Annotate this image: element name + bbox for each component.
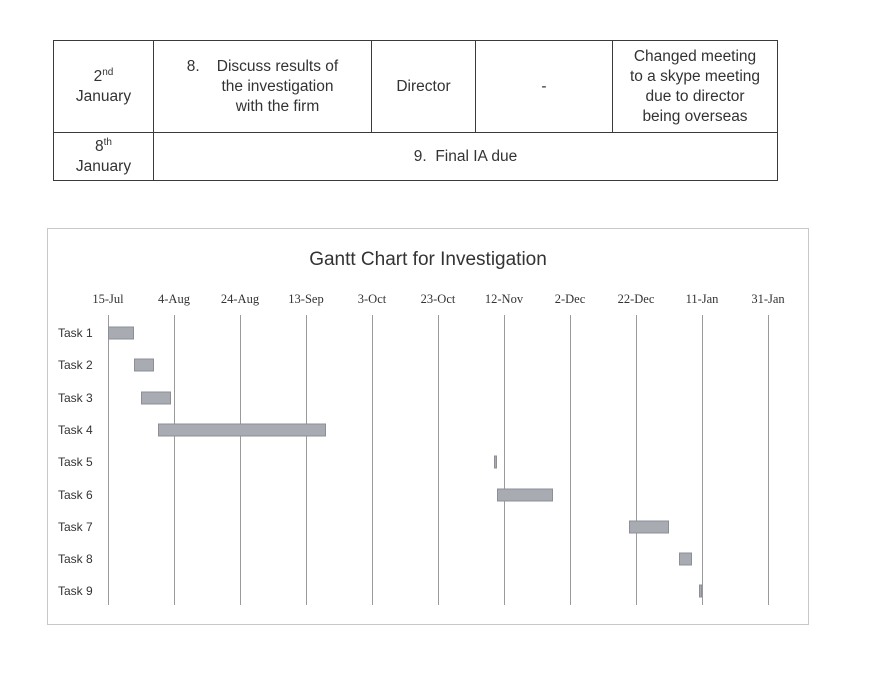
date-cell <box>54 41 154 133</box>
task-label: Task 7 <box>58 519 93 534</box>
empty-cell: - <box>476 41 613 133</box>
task-label: Task 5 <box>58 455 93 470</box>
task-label: Task 1 <box>58 326 93 340</box>
note-line: being overseas <box>642 107 748 125</box>
task-bar <box>494 456 497 469</box>
task-bar <box>134 359 154 372</box>
grid-line <box>570 315 571 605</box>
x-tick-label: 2-Dec <box>554 292 586 306</box>
responsible-cell: Director <box>372 41 476 133</box>
x-tick-label: 13-Sep <box>288 292 324 306</box>
x-tick-label: 3-Oct <box>357 292 387 306</box>
task-bar <box>629 520 669 533</box>
gantt-chart <box>47 228 809 625</box>
x-tick-label: 15-Jul <box>92 292 124 306</box>
grid-line <box>306 315 307 605</box>
task-cell <box>154 41 372 133</box>
note-line: to a skype meeting <box>629 67 761 85</box>
x-tick-label: 31-Jan <box>751 292 785 306</box>
date-month: January <box>75 87 132 105</box>
grid-line <box>504 315 505 605</box>
task-bar <box>108 327 134 340</box>
date-suffix: th <box>103 136 112 148</box>
x-tick-label: 22-Dec <box>617 292 655 306</box>
task-label: Task 2 <box>58 358 93 373</box>
note-line: Changed meeting <box>633 47 757 65</box>
x-tick-label: 23-Oct <box>420 292 456 306</box>
grid-line <box>438 315 439 605</box>
task-bar <box>699 585 702 598</box>
task-bar <box>497 488 553 501</box>
task-label: Task 3 <box>58 390 93 405</box>
task-line: the investigation <box>221 77 334 95</box>
x-tick-label: 12-Nov <box>484 292 524 306</box>
table-row <box>54 41 778 133</box>
x-tick-label: 24-Aug <box>220 292 260 306</box>
date-month: January <box>75 157 132 175</box>
grid-line <box>240 315 241 605</box>
task-line: Discuss results of <box>216 57 339 75</box>
note-cell <box>613 41 778 133</box>
date-suffix: nd <box>102 66 114 78</box>
task-label: Task 6 <box>58 487 93 502</box>
note-line: due to director <box>645 87 745 105</box>
task-label: Task 4 <box>58 422 93 437</box>
final-task-cell: 9. Final IA due <box>154 133 778 181</box>
x-tick-label: 11-Jan <box>685 292 719 306</box>
x-tick-label: 4-Aug <box>158 292 190 306</box>
task-description <box>217 57 338 117</box>
task-bar <box>141 391 171 404</box>
grid-line <box>174 315 175 605</box>
date-day: 2 <box>93 67 103 85</box>
task-line: with the firm <box>235 97 320 115</box>
grid-line <box>372 315 373 605</box>
task-label: Task 8 <box>58 552 93 567</box>
grid-line <box>768 315 769 605</box>
date-cell <box>54 133 154 181</box>
grid-line <box>702 315 703 605</box>
task-label: Task 9 <box>58 584 93 599</box>
chart-title: Gantt Chart for Investigation <box>309 249 547 270</box>
task-bar <box>158 423 326 436</box>
date-day: 8 <box>95 137 104 155</box>
task-number: 8. <box>186 57 200 75</box>
task-bar <box>679 553 692 566</box>
grid-line <box>108 315 109 605</box>
schedule-table <box>53 40 778 181</box>
table-row <box>54 133 778 181</box>
grid-line <box>636 315 637 605</box>
